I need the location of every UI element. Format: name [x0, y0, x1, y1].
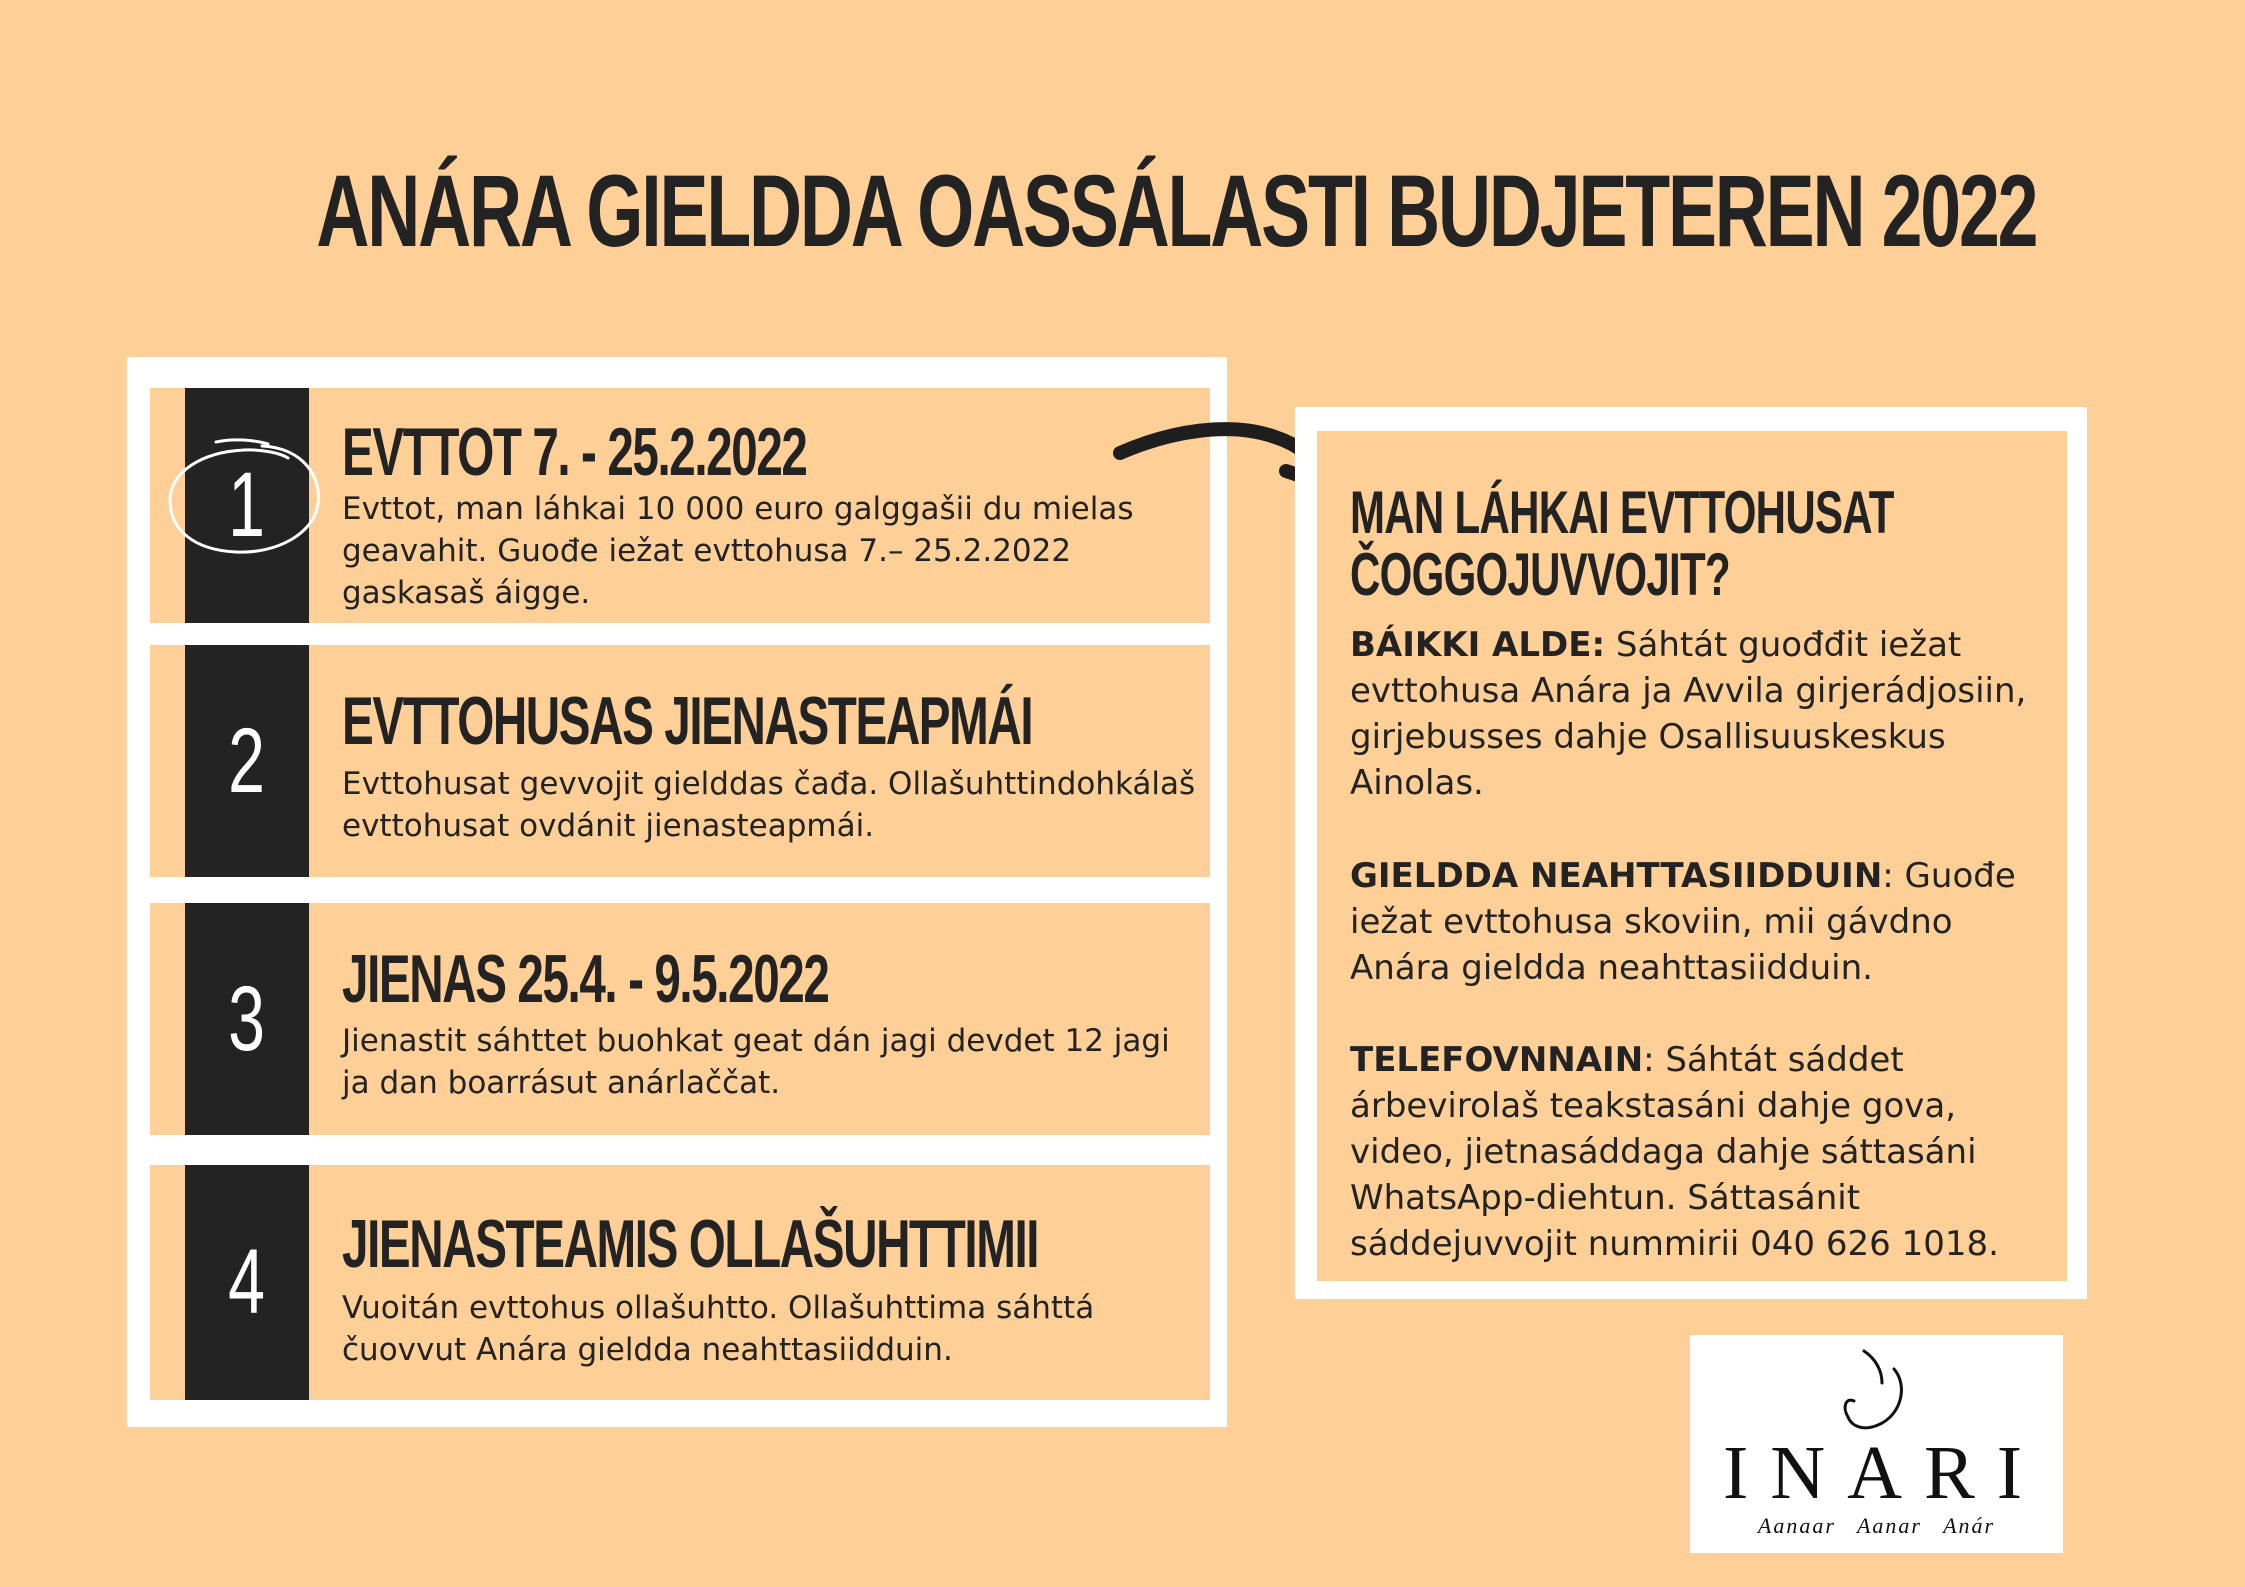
step-number-bar — [185, 903, 309, 1135]
info-title — [1350, 479, 1894, 608]
step-title: EVTTOHUSAS JIENASTEAPMÁI — [342, 683, 1033, 759]
step-3 — [150, 903, 1210, 1135]
page-title: ANÁRA GIELDDA OASSÁLASTI BUDJETEREN 2022 — [316, 154, 2037, 268]
inari-logo — [1690, 1335, 2063, 1553]
info-section-label: GIELDDA NEAHTTASIIDDUIN — [1350, 856, 1883, 896]
hand-drawn-circle-icon — [164, 438, 324, 558]
info-section-text: Sáhtát guođđit iežat evttohusa Anára ja Avvila girjerádjosiin, girjebusses dahje Osallisuuskeskus Ainolas. — [1350, 625, 2027, 803]
logo-tagline: Aanaar Aanar Anár — [1757, 1513, 1996, 1538]
info-title-line: ČOGGOJUVVOJIT? — [1350, 541, 1730, 608]
step-title: JIENAS 25.4. - 9.5.2022 — [342, 941, 829, 1017]
step-text: Vuoitán evttohus ollašuhtto. Ollašuhttima sáhttá čuovvut Anára gieldda neahttasiidduin. — [342, 1290, 1095, 1368]
info-section — [1350, 1037, 2060, 1267]
step-1 — [150, 388, 1210, 623]
step-text: Evttot, man láhkai 10 000 euro galggašii du mielas geavahit. Guođe iežat evttohusa 7.– 25.2.2022 gaskasaš áigge. — [342, 491, 1134, 611]
step-text: Evttohusat gevvojit gielddas čađa. Ollašuhttindohkálaš evttohusat ovdánit jienasteapmái. — [342, 766, 1196, 844]
step-number-bar — [185, 645, 309, 877]
step-title: JIENASTEAMIS OLLAŠUHTTIMII — [342, 1206, 1039, 1282]
step-title: EVTTOT 7. - 25.2.2022 — [342, 414, 807, 490]
step-2 — [150, 645, 1210, 877]
info-title-line: MAN LÁHKAI EVTTOHUSAT — [1350, 479, 1894, 546]
step-4 — [150, 1165, 1210, 1400]
step-number-bar — [185, 1165, 309, 1400]
info-section — [1350, 853, 2060, 991]
step-number: 1 — [228, 454, 266, 556]
step-number: 3 — [228, 967, 266, 1070]
info-section-label: TELEFOVNNAIN — [1350, 1040, 1644, 1080]
info-section-text: : Sáhtát sáddet árbevirolaš teakstasáni dahje gova, video, jietnasáddaga dahje sáttasáni WhatsApp-diehtun. Sáttasánit sáddejuvvojit nummirii 040 626 1018. — [1350, 1040, 1999, 1264]
step-number: 4 — [228, 1231, 266, 1333]
info-section — [1350, 622, 2060, 806]
info-section-text: : Guođe iežat evttohusa skoviin, mii gávdno Anára gieldda neahttasiidduin. — [1350, 856, 2016, 988]
logo-wordmark: INARI — [1722, 1431, 2045, 1515]
step-number: 2 — [228, 709, 266, 812]
step-text: Jienastit sáhttet buohkat geat dán jagi devdet 12 jagi ja dan boarrásut anárlaččat. — [342, 1023, 1170, 1101]
info-section-label: BÁIKKI ALDE: — [1350, 625, 1606, 665]
